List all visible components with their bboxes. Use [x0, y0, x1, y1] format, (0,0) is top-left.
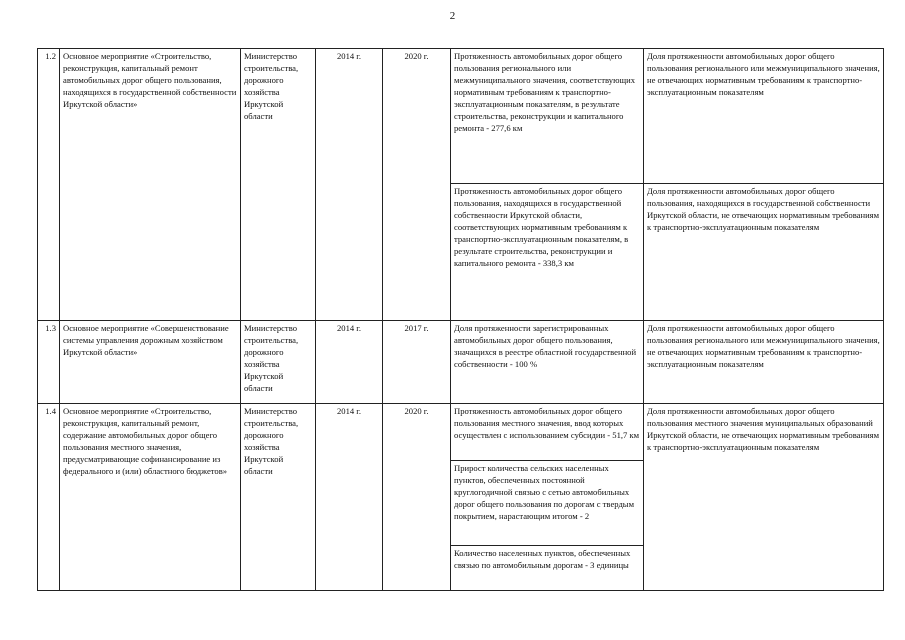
table-row — [38, 404, 884, 461]
expected-result: Прирост количества сельских населенных пунктов, обеспеченных постоянной круглогодичной связью с сетью автомобильных дорог общего пользования по дорогам с твердым покрытием, нарастающим итогом - 2 — [451, 461, 644, 546]
executor: Министерство строительства, дорожного хозяйства Иркутской области — [241, 404, 316, 591]
expected-result: Протяженность автомобильных дорог общего пользования регионального или межмуниципального значения, соответствующих нормативным требованиям к транспортно-эксплуатационным показателям, в результате строительства, реконструкции и капитального ремонта - 277,6 км — [451, 49, 644, 184]
executor: Министерство строительства, дорожного хозяйства Иркутской области — [241, 321, 316, 404]
table-row — [38, 49, 884, 184]
row-number: 1.4 — [38, 404, 60, 591]
expected-result: Количество населенных пунктов, обеспеченных связью по автомобильным дорогам - 3 единицы — [451, 546, 644, 591]
activity-name: Основное мероприятие «Строительство, реконструкция, капитальный ремонт автомобильных дорог общего пользования, находящихся в государственной собственности Иркутской области» — [60, 49, 241, 321]
activity-name: Основное мероприятие «Совершенствование системы управления дорожным хозяйством Иркутской области» — [60, 321, 241, 404]
start-year: 2014 г. — [316, 404, 383, 591]
page-number: 2 — [449, 10, 456, 22]
indicator: Доля протяженности автомобильных дорог общего пользования регионального или межмуниципального значения, не отвечающих нормативным требованиям к транспортно-эксплуатационным показателям — [644, 49, 884, 184]
table-row — [38, 321, 884, 404]
start-year: 2014 г. — [316, 49, 383, 321]
expected-result: Доля протяженности зарегистрированных автомобильных дорог общего пользования, значащихся в реестре областной государственной собственности - 100 % — [451, 321, 644, 404]
executor: Министерство строительства, дорожного хозяйства Иркутской области — [241, 49, 316, 321]
program-table — [37, 48, 884, 591]
row-number: 1.3 — [38, 321, 60, 404]
indicator: Доля протяженности автомобильных дорог общего пользования регионального или межмуниципального значения, не отвечающих нормативным требованиям к транспортно-эксплуатационным показателям — [644, 321, 884, 404]
indicator: Доля протяженности автомобильных дорог общего пользования местного значения муниципальных образований Иркутской области, не отвечающих нормативным требованиям к транспортно-эксплуатационным показателям — [644, 404, 884, 591]
start-year: 2014 г. — [316, 321, 383, 404]
indicator: Доля протяженности автомобильных дорог общего пользования, находящихся в государственной собственности Иркутской области, не отвечающих нормативным требованиям к транспортно-эксплуатационным показателям — [644, 184, 884, 321]
row-number: 1.2 — [38, 49, 60, 321]
end-year: 2020 г. — [383, 404, 451, 591]
expected-result: Протяженность автомобильных дорог общего пользования местного значения, ввод которых осуществлен с использованием субсидии - 51,7 км — [451, 404, 644, 461]
activity-name: Основное мероприятие «Строительство, реконструкция, капитальный ремонт, содержание автомобильных дорог общего пользования местного значения, предусматривающие софинансирование из федерального и (или) областного бюджетов» — [60, 404, 241, 591]
end-year: 2017 г. — [383, 321, 451, 404]
end-year: 2020 г. — [383, 49, 451, 321]
expected-result: Протяженность автомобильных дорог общего пользования, находящихся в государственной собственности Иркутской области, соответствующих нормативным требованиям к транспортно-эксплуатационным показателям, в результате строительства, реконструкции и капитального ремонта - 338,3 км — [451, 184, 644, 321]
